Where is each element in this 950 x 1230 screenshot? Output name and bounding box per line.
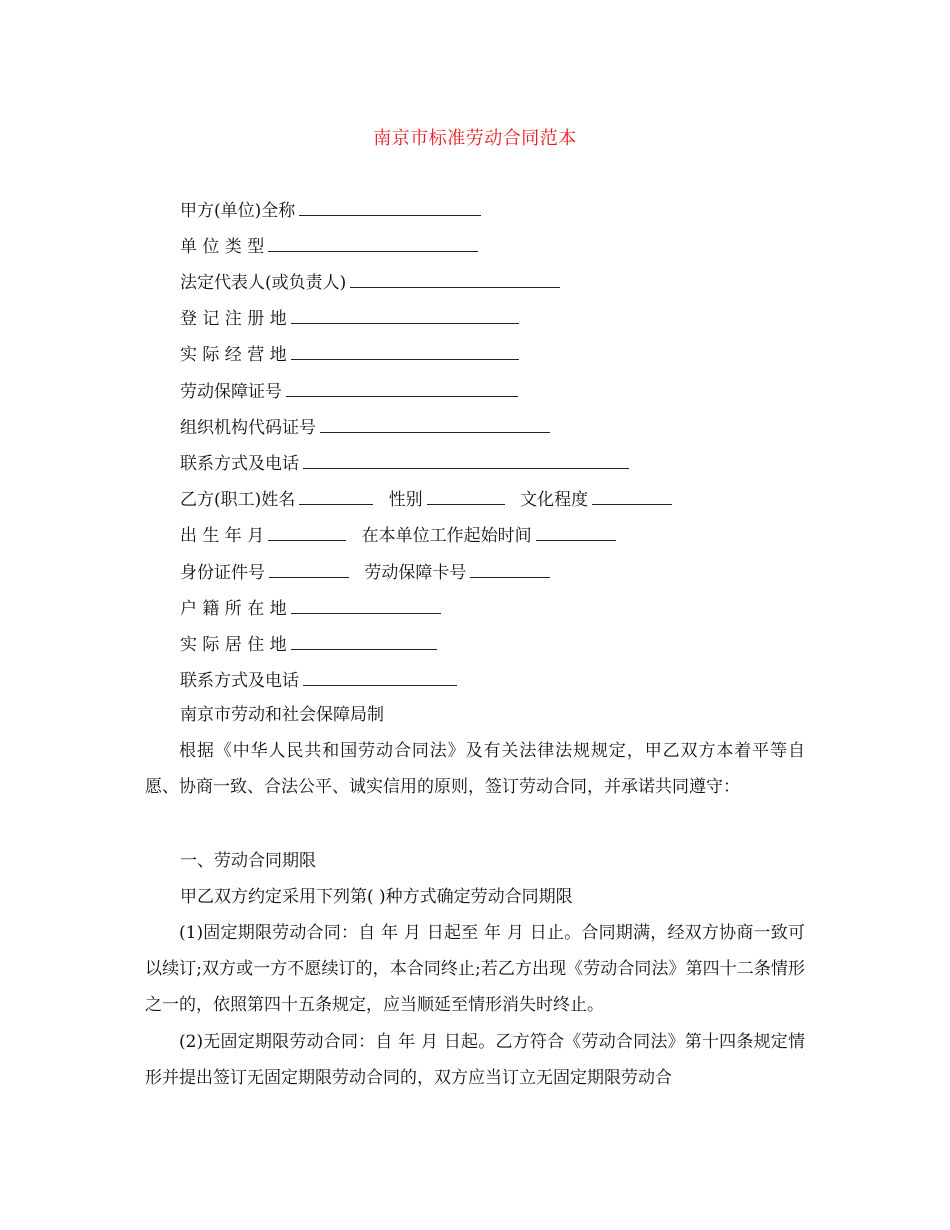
section-subheading: 甲乙双方约定采用下列第( )种方式确定劳动合同期限 [180,887,573,907]
clause-open-ended: (2)无固定期限劳动合同：自 年 月 日起。乙方符合《劳动合同法》第十四条规定情形并提出签订无固定期限劳动合同的，双方应当订立无固定期限劳动合 [145,1032,805,1088]
field-id-row [180,559,550,584]
field-labor-security-number [180,378,518,403]
section-heading: 一、劳动合同期限 [180,851,316,871]
field-organization-code [180,414,550,439]
field-label: 实 际 经 营 地 [180,345,287,365]
field-label: 出 生 年 月 [180,526,265,546]
field-label: 乙方(职工)姓名 [180,490,296,510]
blank-line[interactable] [268,233,478,252]
field-business-address [180,341,519,366]
field-label: 实 际 居 住 地 [180,635,287,655]
field-label: 劳动保障证号 [180,382,282,402]
field-label: 户 籍 所 在 地 [180,599,287,619]
blank-line[interactable] [427,486,505,505]
blank-line[interactable] [269,559,349,578]
field-legal-representative [180,269,560,294]
field-label: 组织机构代码证号 [180,418,316,438]
field-employee-name-row [180,486,672,511]
field-registered-address [180,305,519,330]
field-employer-name [180,197,481,222]
field-employer-contact [180,450,629,475]
issuer-line: 南京市劳动和社会保障局制 [180,705,384,725]
blank-line[interactable] [303,667,457,686]
blank-line[interactable] [291,631,437,650]
blank-line[interactable] [592,486,672,505]
field-household-registration [180,595,441,620]
blank-line[interactable] [470,559,550,578]
field-unit-type [180,233,478,258]
field-label: 登 记 注 册 地 [180,309,287,329]
field-label: 身份证件号 [180,563,265,583]
field-label: 法定代表人(或负责人) [180,273,347,293]
intro-paragraph: 根据《中华人民共和国劳动合同法》及有关法律法规规定，甲乙双方本着平等自愿、协商一致、合法公平、诚实信用的原则，签订劳动合同，并承诺共同遵守： [145,741,805,797]
blank-line[interactable] [303,450,629,469]
blank-line[interactable] [286,378,518,397]
blank-line[interactable] [268,522,346,541]
field-label: 联系方式及电话 [180,454,299,474]
blank-line[interactable] [320,414,550,433]
field-label: 联系方式及电话 [180,671,299,691]
field-birth-row [180,522,616,547]
field-label: 性别 [388,490,423,510]
blank-line[interactable] [536,522,616,541]
field-label: 甲方(单位)全称 [180,201,296,221]
field-label: 在本单位工作起始时间 [361,526,532,546]
field-label: 单 位 类 型 [180,237,265,257]
blank-line[interactable] [291,595,441,614]
clause-fixed-term: (1)固定期限劳动合同：自 年 月 日起至 年 月 日止。合同期满，经双方协商一致可以续订;双方或一方不愿续订的，本合同终止;若乙方出现《劳动合同法》第四十二条情形之一的，依照第四十五条规定，应当顺延至情形消失时终止。 [145,923,805,1015]
blank-line[interactable] [291,341,519,360]
blank-line[interactable] [299,486,373,505]
blank-line[interactable] [350,269,560,288]
field-label: 劳动保障卡号 [364,563,467,583]
field-label: 文化程度 [520,490,589,510]
blank-line[interactable] [291,305,519,324]
field-employee-contact [180,667,457,692]
blank-line[interactable] [299,197,481,216]
field-residence [180,631,437,656]
document-title: 南京市标准劳动合同范本 [373,128,577,149]
